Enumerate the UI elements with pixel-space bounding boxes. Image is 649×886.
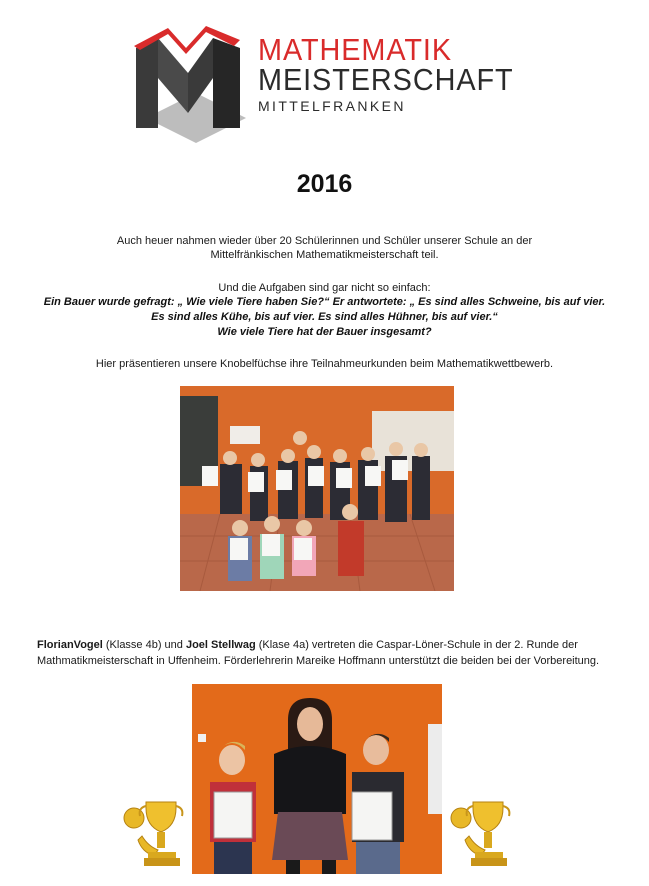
winners-photo [192,684,442,874]
logo-title-line1: MATHEMATIK [258,32,453,67]
group-photo [180,386,454,591]
riddle-question: Wie viele Tiere hat der Bauer insgesamt? [217,326,432,338]
winner-text-1: (Klasse 4b) und [102,639,186,651]
mm-logo-mark-icon [128,18,253,158]
riddle-line-2: Es sind alles Kühe, bis auf vier. Es sind alles Hühner, bis auf vier.“ [151,311,498,323]
riddle-lead: Und die Aufgaben sind gar nicht so einfach: [218,282,431,294]
winners-paragraph [37,638,617,669]
photo-caption: Hier präsentieren unsere Knobelfüchse ihre Teilnahmeurkunden beim Mathematikwettbewerb. [95,358,554,370]
riddle-line-1: Ein Bauer wurde gefragt: „ Wie viele Tiere haben Sie?“ Er antwortete: „ Es sind alles Schweine, bis auf vier. [43,296,606,308]
intro-line-1: Auch heuer nahmen wieder über 20 Schülerinnen und Schüler unserer Schule an der [116,235,533,247]
winner-name-1: FlorianVogel [37,639,103,651]
trophy-icon [449,796,513,870]
logo-subtitle: MITTELFRANKEN [258,98,406,114]
page-title-year: 2016 [296,170,353,198]
trophy-icon [122,796,186,870]
winner-name-2: Joel Stellwag [185,639,256,651]
intro-line-2: Mittelfränkischen Mathematikmeisterschaft teil. [210,249,439,261]
logo-title-line2: MEISTERSCHAFT [258,62,514,97]
mathematik-meisterschaft-logo [128,18,514,158]
winner-text-2: (Klase 4a) vertreten die Caspar-Löner-Schule in der 2. Runde der Mathmatikmeisterschaft in Uffenheim. Förderlehrerin Mareike Hoffmann unterstützt die beiden bei der Vorbereitung. [37,639,600,667]
